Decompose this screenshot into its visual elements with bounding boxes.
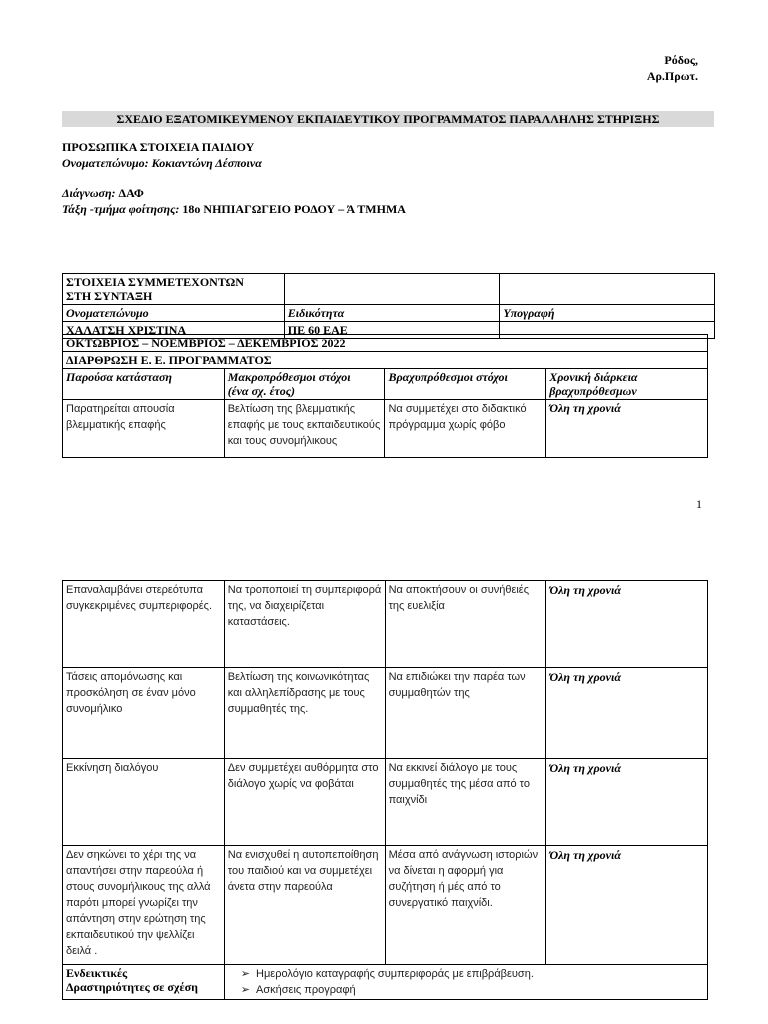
document-title: ΣΧΕΔΙΟ ΕΞΑΤΟΜΙΚΕΥΜΕΝΟΥ ΕΚΠΑΙΔΕΥΤΙΚΟΥ ΠΡΟΓΡΑΜΜΑΤΟΣ ΠΑΡΑΛΛΗΛΗΣ ΣΤΗΡΙΞΗΣ bbox=[62, 111, 714, 127]
program-table-page2 bbox=[62, 580, 708, 1000]
col-long-line2: (ένα σχ. έτος) bbox=[227, 384, 296, 398]
program-period: ΟΚΤΩΒΡΙΟΣ – ΝΟΕΜΒΡΙΟΣ – ΔΕΚΕΜΒΡΙΟΣ 2022 bbox=[63, 335, 708, 352]
member-specialty: ΠΕ 60 ΕΑΕ bbox=[284, 322, 500, 339]
child-name-line: Ονοματεπώνυμο: Κοκιαντώνη Δέσποινα bbox=[62, 156, 262, 170]
row1-short-text: Να συμμετέχει στο διδακτικό πρόγραμμα χωρίς φόβο bbox=[388, 403, 527, 431]
indicative-item-text: Ασκήσεις προγραφή bbox=[256, 984, 356, 996]
row1-short bbox=[385, 400, 546, 458]
col-duration-header bbox=[546, 369, 708, 400]
program-structure-title: ΔΙΑΡΘΡΩΣΗ Ε. Ε. ΠΡΟΓΡΑΜΜΑΤΟΣ bbox=[63, 352, 708, 369]
col-short-header: Βραχυπρόθεσμοι στόχοι bbox=[385, 369, 546, 400]
row1-duration-text: Όλη τη χρονιά bbox=[549, 401, 621, 415]
p2-row2-long: Βελτίωση της κοινωνικότητας και αλληλεπίδρασης με τους συμμαθητές της. bbox=[224, 668, 385, 759]
col-long-header bbox=[224, 369, 385, 400]
arrow-bullet-icon: ➢ bbox=[240, 967, 251, 980]
row1-duration bbox=[546, 400, 708, 458]
p2-row1-long: Να τροποποιεί τη συμπεριφορά της, να διαχειρίζεται καταστάσεις. bbox=[224, 581, 385, 668]
arrow-bullet-icon: ➢ bbox=[240, 983, 251, 996]
diagnosis-label: Διάγνωση: bbox=[62, 186, 116, 200]
p2-row3-long: Δεν συμμετέχει αυθόρμητα στο διάλογο χωρίς να φοβάται bbox=[224, 759, 385, 846]
indicative-label-line2: Δραστηριότητες σε σχέση bbox=[66, 980, 198, 994]
participants-table bbox=[62, 273, 715, 339]
indicative-label-line1: Ενδεικτικές bbox=[66, 966, 128, 980]
member-name: ΧΑΛΑΤΣΗ ΧΡΙΣΤΙΝΑ bbox=[63, 322, 285, 339]
p2-row2-duration: Όλη τη χρονιά bbox=[546, 668, 708, 759]
indicative-activities-label bbox=[63, 965, 225, 1000]
col-duration-line2: βραχυπρόθεσμων bbox=[549, 384, 637, 398]
participants-heading-line2: ΣΤΗ ΣΥΝΤΑΞΗ bbox=[66, 289, 153, 303]
col-specialty-header: Ειδικότητα bbox=[284, 305, 500, 322]
p2-row4-short: Μέσα από ανάγνωση ιστοριών να δίνεται η αφορμή για συζήτηση ή μές από το συνεργατικό παιχνίδι. bbox=[385, 846, 546, 965]
class-line bbox=[62, 202, 406, 217]
p2-row1-duration: Όλη τη χρονιά bbox=[546, 581, 708, 668]
header-protocol: Αρ.Πρωτ. bbox=[646, 69, 698, 83]
p2-row3-current: Εκκίνηση διαλόγου bbox=[63, 759, 225, 846]
p2-row3-short: Να εκκινεί διάλογο με τους συμμαθητές της μέσα από το παιχνίδι bbox=[385, 759, 546, 846]
header-place: Ρόδος, bbox=[664, 53, 698, 67]
indicative-item bbox=[241, 982, 704, 998]
row1-long bbox=[224, 400, 385, 458]
p2-row2-current: Τάσεις απομόνωσης και προσκόληση σε έναν μόνο συνομήλικο bbox=[63, 668, 225, 759]
class-value: 18ο ΝΗΠΙΑΓΩΓΕΙΟ ΡΟΔΟΥ – Ά ΤΜΗΜΑ bbox=[182, 202, 406, 216]
row1-long-text: Βελτίωση της βλεμματικής επαφής με τους εκπαιδευτικούς και τους συνομήλικους bbox=[227, 403, 381, 447]
participants-heading-line1: ΣΤΟΙΧΕΙΑ ΣΥΜΜΕΤΕΧΟΝΤΩΝ bbox=[66, 275, 244, 289]
col-name-header: Ονοματεπώνυμο bbox=[63, 305, 285, 322]
indicative-item bbox=[241, 966, 704, 982]
p2-row4-current: Δεν σηκώνει το χέρι της να απαντήσει στην παρεούλα ή στους συνομήλικους της αλλά παρότι μπορεί γνωρίζει την απάντηση στην ερώτηση της εκπαιδευτικού την ψελλίζει δειλά . bbox=[63, 846, 225, 965]
diagnosis-line bbox=[62, 186, 144, 201]
col-signature-header: Υπογραφή bbox=[500, 305, 715, 322]
participants-heading bbox=[63, 274, 285, 305]
p2-row4-duration: Όλη τη χρονιά bbox=[546, 846, 708, 965]
program-table bbox=[62, 334, 708, 458]
p2-row1-short: Να αποκτήσουν οι συνήθειές της ευελιξία bbox=[385, 581, 546, 668]
p2-row4-long: Να ενισχυθεί η αυτοπεποίθηση του παιδιού και να συμμετέχει άνετα στην παρεούλα bbox=[224, 846, 385, 965]
diagnosis-value: ΔΑΦ bbox=[118, 186, 144, 200]
empty-cell bbox=[284, 274, 500, 305]
empty-cell bbox=[500, 274, 715, 305]
col-long-line1: Μακροπρόθεσμοι στόχοι bbox=[227, 370, 351, 384]
col-duration-line1: Χρονική διάρκεια bbox=[549, 370, 638, 384]
indicative-item-text: Ημερολόγιο καταγραφής συμπεριφοράς με επιβράβευση. bbox=[256, 968, 534, 980]
row1-current bbox=[63, 400, 225, 458]
p2-row1-current: Επαναλαμβάνει στερεότυπα συγκεκριμένες συμπεριφορές. bbox=[63, 581, 225, 668]
p2-row2-short: Να επιδιώκει την παρέα των συμμαθητών της bbox=[385, 668, 546, 759]
indicative-activities-list bbox=[224, 965, 707, 1000]
personal-section-title: ΠΡΟΣΩΠΙΚΑ ΣΤΟΙΧΕΙΑ ΠΑΙΔΙΟΥ bbox=[62, 140, 255, 154]
p2-row3-duration: Όλη τη χρονιά bbox=[546, 759, 708, 846]
page-number: 1 bbox=[696, 497, 702, 511]
row1-current-text: Παρατηρείται απουσία βλεμματικής επαφής bbox=[66, 403, 175, 431]
class-label: Τάξη -τμήμα φοίτησης: bbox=[62, 202, 180, 216]
col-current-header: Παρούσα κατάσταση bbox=[63, 369, 225, 400]
